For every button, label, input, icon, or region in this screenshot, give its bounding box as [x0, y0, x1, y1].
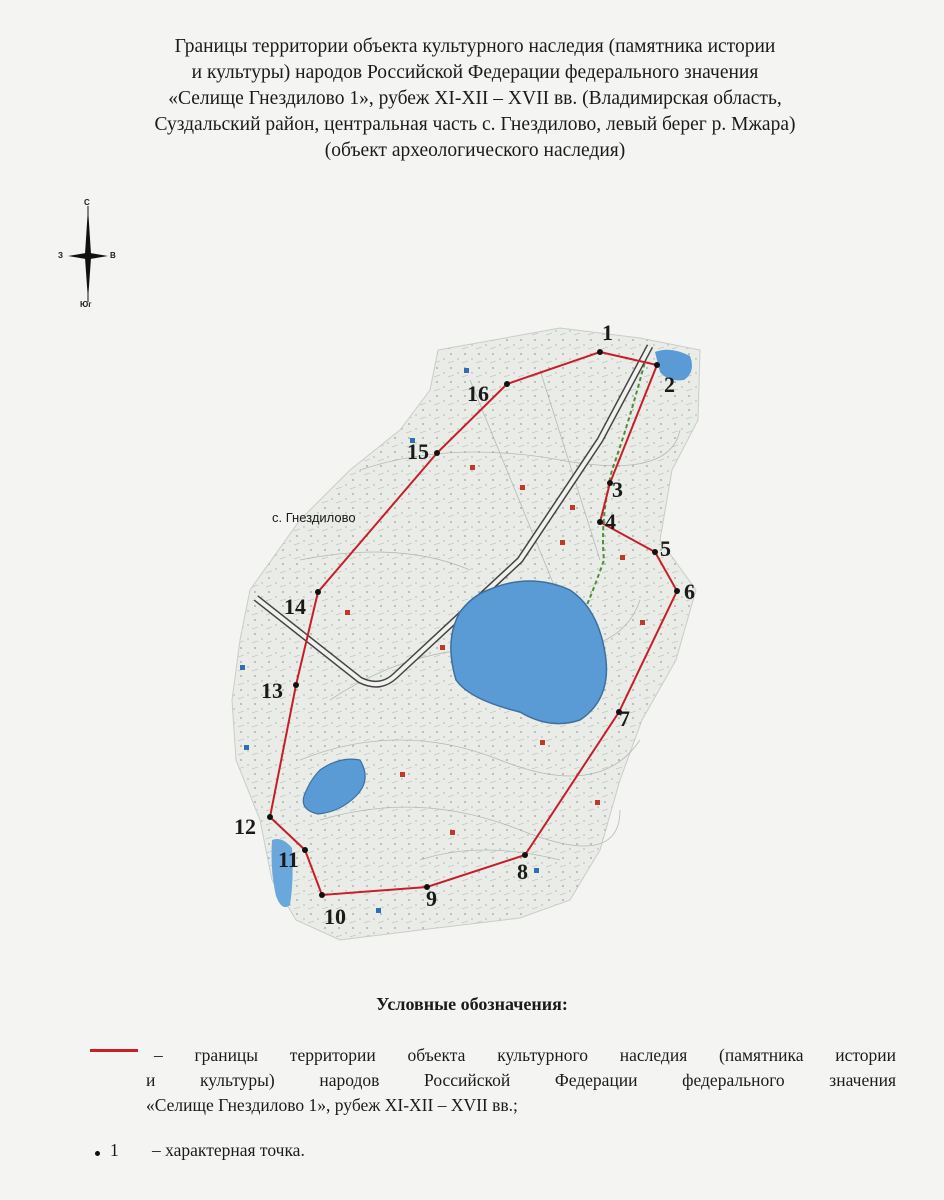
point-label-2: 2 — [664, 372, 675, 397]
point-label-16: 16 — [467, 381, 489, 406]
compass-north: С — [84, 198, 90, 207]
point-label-9: 9 — [426, 886, 437, 911]
title-line-2: и культуры) народов Российской Федерации федерального значения — [191, 62, 759, 83]
legend-boundary-text — [146, 1043, 896, 1067]
point-label-1: 1 — [602, 320, 613, 345]
legend-boundary-line2: и культуры) народов Российской Федерации федерального значения — [146, 1070, 896, 1090]
compass-east: В — [110, 251, 116, 260]
point-label-6: 6 — [684, 579, 695, 604]
point-label-5: 5 — [660, 536, 671, 561]
point-label-10: 10 — [324, 904, 346, 929]
legend-point-dot-icon — [95, 1151, 100, 1156]
title-line-1: Границы территории объекта культурного наследия (памятника истории — [174, 36, 776, 57]
point-label-3: 3 — [612, 477, 623, 502]
title-line-5: (объект археологического наследия) — [324, 140, 626, 161]
point-label-8: 8 — [517, 859, 528, 884]
point-label-14: 14 — [284, 594, 306, 619]
compass-south: Юг — [80, 300, 92, 309]
point-label-11: 11 — [278, 847, 299, 872]
point-label-4: 4 — [605, 509, 616, 534]
legend-boundary-text-3 — [146, 1093, 896, 1117]
point-label-12: 12 — [234, 814, 256, 839]
legend-boundary-text-2 — [146, 1068, 896, 1092]
point-label-15: 15 — [407, 439, 429, 464]
village-label: с. Гнездилово — [272, 510, 356, 525]
title-line-4: Суздальский район, центральная часть с. Гнездилово, левый берег р. Мжара) — [154, 114, 796, 135]
point-label-13: 13 — [261, 678, 283, 703]
legend-point-number: 1 — [110, 1140, 119, 1160]
legend-point-text: – характерная точка. — [152, 1140, 305, 1160]
legend-boundary-line-icon — [90, 1049, 138, 1052]
point-label-7: 7 — [619, 706, 630, 731]
compass-west: З — [58, 251, 64, 260]
legend-title: Условные обозначения: — [376, 994, 568, 1014]
legend-boundary-line1: – границы территории объекта культурного наследия (памятника истории — [154, 1045, 896, 1065]
title-line-3: «Селище Гнездилово 1», рубеж XI-XII – XVII вв. (Владимирская область, — [168, 88, 782, 109]
legend-boundary-line3: «Селище Гнездилово 1», рубеж XI-XII – XVII вв.; — [146, 1095, 518, 1115]
